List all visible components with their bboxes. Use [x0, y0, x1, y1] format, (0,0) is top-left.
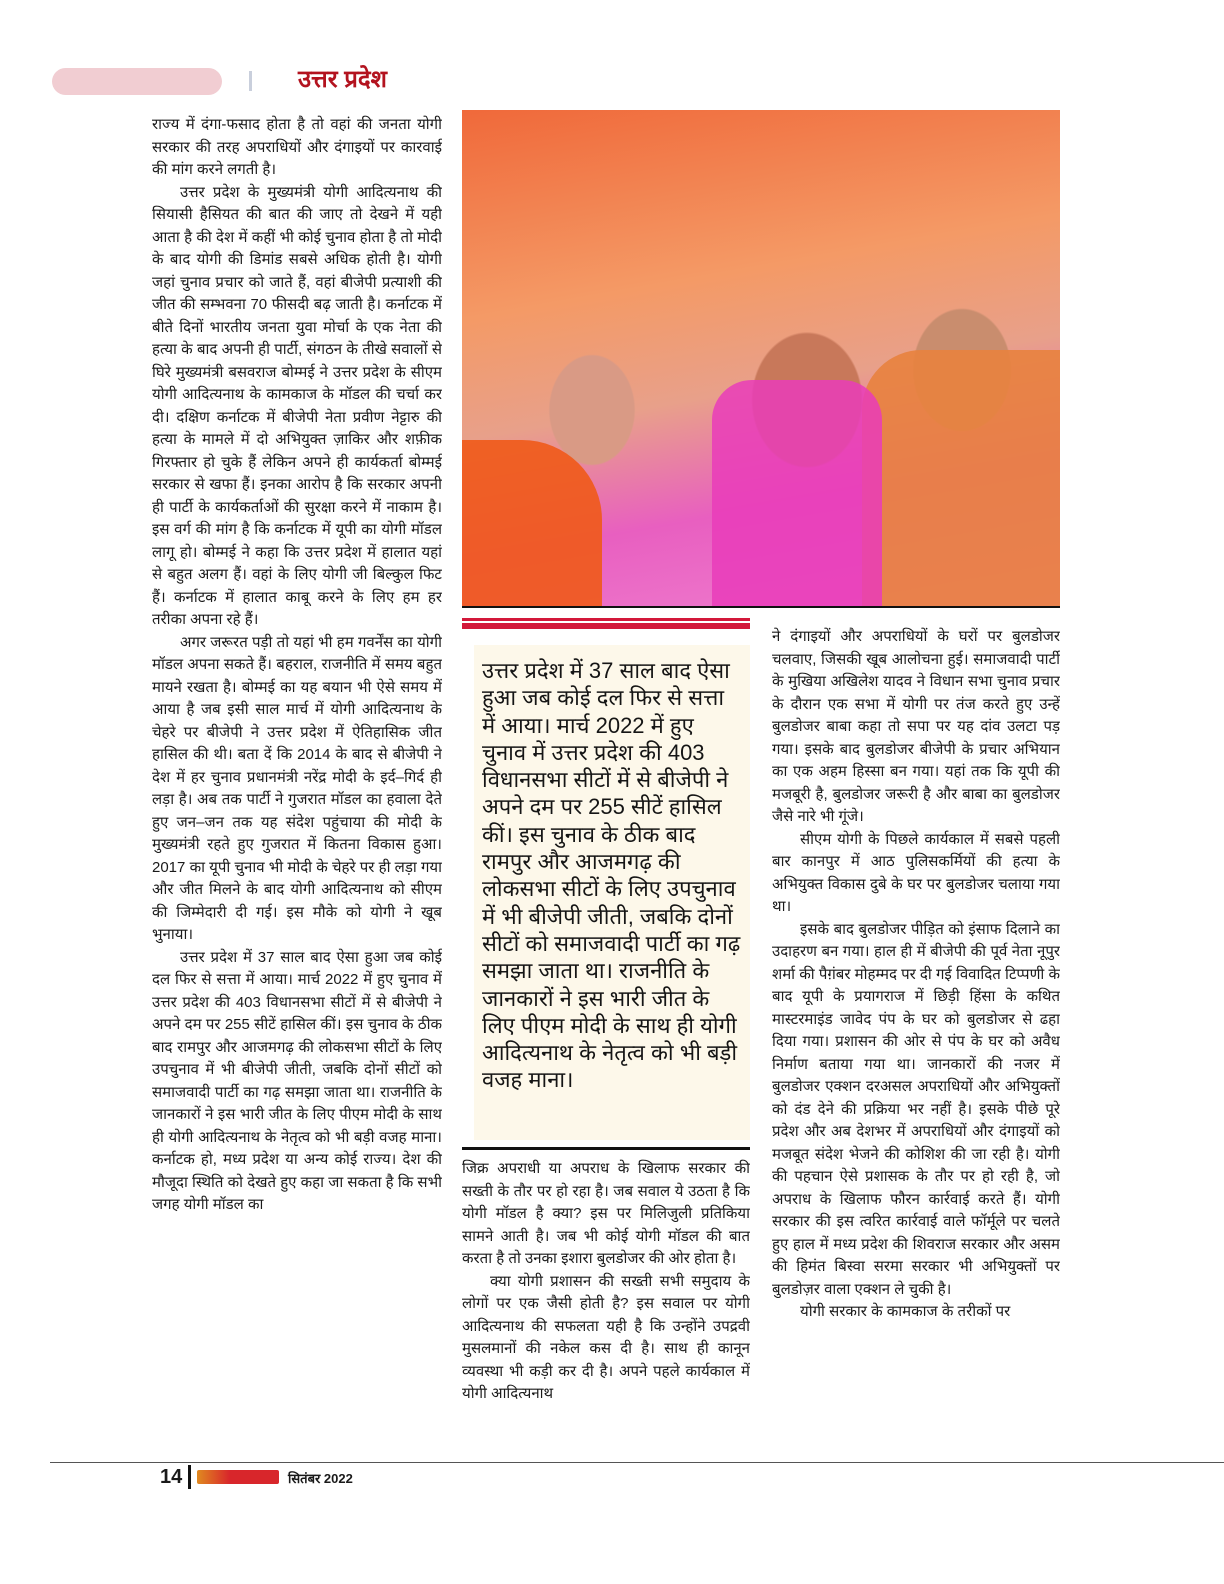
paragraph: ने दंगाइयों और अपराधियों के घरों पर बुलडोजर चलवाए, जिसकी खूब आलोचना हुई। समाजवादी पार्टी के मुखिया अखिलेश यादव ने विधान सभा चुनाव प्रचार के दौरान एक सभा में योगी पर तंज करते हुए उन्हें बुलडोजर बाबा कहा तो सपा पर यह दांव उलटा पड़ गया। इसके बाद बुलडोजर बीजेपी के प्रचार अभियान का एक अहम हिस्सा बन गया। यहां तक कि यूपी की मजबूरी है, बुलडोजर जरूरी है और बाबा का बुलडोजर जैसे नारे भी गूंजे।: [772, 628, 1060, 825]
issue-date: सितंबर 2022: [288, 1471, 353, 1486]
pull-quote: उत्तर प्रदेश में 37 साल बाद ऐसा हुआ जब कोई दल फिर से सत्ता में आया। मार्च 2022 में हुए चुनाव में उत्तर प्रदेश की 403 विधानसभा सीटों में से बीजेपी ने अपने दम पर 255 सीटें हासिल कीं। इस चुनाव के ठीक बाद रामपुर और आजमगढ़ की लोकसभा सीटों के लिए उपचुनाव में भी बीजेपी जीती, जबकि दोनों सीटों को समाजवादी पार्टी का गढ़ समझा जाता था। राजनीति के जानकारों ने इस भारी जीत के लिए पीएम मोदी के साथ ही योगी आदित्यनाथ के नेतृत्व को भी बड़ी वजह माना।: [474, 645, 750, 1140]
red-rule: [462, 623, 750, 629]
paragraph: उत्तर प्रदेश में 37 साल बाद ऐसा हुआ जब कोई दल फिर से सत्ता में आया। मार्च 2022 में हुए चुनाव में उत्तर प्रदेश की 403 विधानसभा सीटों में से बीजेपी ने अपने दम पर 255 सीटें हासिल कीं। इस चुनाव के ठीक बाद रामपुर और आजमगढ़ की लोकसभा सीटों के लिए उपचुनाव में भी बीजेपी जीती, जबकि दोनों सीटों को समाजवादी पार्टी का गढ़ समझा जाता था। राजनीति के जानकारों ने इस भारी जीत के लिए पीएम मोदी के साथ ही योगी आदित्यनाथ के नेतृत्व को भी बड़ी वजह माना। कर्नाटक हो, मध्य प्रदेश या अन्य कोई राज्य। देश की मौजूदा स्थिति को देखते हुए कहा जा सकता है कि सभी जगह योगी मॉडल का: [152, 948, 442, 1213]
paragraph: उत्तर प्रदेश के मुख्यमंत्री योगी आदित्यनाथ की सियासी हैसियत की बात की जाए तो देखने में यही आता है की देश में कहीं भी कोई चुनाव होता है तो मोदी के बाद योगी की डिमांड सबसे अधिक होती है। योगी जहां चुनाव प्रचार को जाते हैं, वहां बीजेपी प्रत्याशी की जीत की सम्भवना 70 फीसदी बढ़ जाती है। कर्नाटक में बीते दिनों भारतीय जनता युवा मोर्चा के एक नेता की हत्या के बाद अपनी ही पार्टी, संगठन के तीखे सवालों से घिरे मुख्यमंत्री बसवराज बोम्मई ने उत्तर प्रदेश के सीएम योगी आदित्यनाथ के कामकाज के मॉडल की चर्चा कर दी। दक्षिण कर्नाटक में बीजेपी नेता प्रवीण नेट्टारु की हत्या के मामले में दो अभियुक्त ज़ाकिर और शफ़ीक गिरफ्तार हो चुके हैं लेकिन अपने ही कार्यकर्ता बोम्मई सरकार से खफा हैं। इनका आरोप है कि सरकार अपनी ही पार्टी के कार्यकर्ताओं की सुरक्षा करने में नाकाम है। इस वर्ग की मांग है कि कर्नाटक में यूपी का योगी मॉडल लागू हो। बोम्मई ने कहा कि उत्तर प्रदेश में हालात यहां से बहुत अलग हैं। वहां के लिए योगी जी बिल्कुल फिट हैं। कर्नाटक में हालात काबू करने के लिए हम हर तरीका अपना रहे हैं।: [152, 183, 442, 628]
paragraph: अगर जरूरत पड़ी तो यहां भी हम गवर्नेंस का योगी मॉडल अपना सकते हैं। बहराल, राजनीति में समय बहुत मायने रखता है। बोम्मई का यह बयान भी ऐसे समय में आया है जब इसी साल मार्च में योगी आदित्यनाथ के चेहरे पर बीजेपी ने उत्तर प्रदेश में ऐतिहासिक जीत हासिल की थी। बता दें कि 2014 के बाद से बीजेपी ने देश में हर चुनाव प्रधानमंत्री नरेंद्र मोदी के इर्द–गिर्द ही लड़ा है। अब तक पार्टी ने गुजरात मॉडल का हवाला देते हुए जन–जन तक यह संदेश पहुंचाया की मोदी के मुख्यमंत्री रहते हुए गुजरात में कितना विकास हुआ। 2017 का यूपी चुनाव भी मोदी के चेहरे पर ही लड़ा गया और जीत मिलने के बाद योगी आदित्यनाथ को सीएम की जिम्मेदारी दी गई। इस मौके को योगी ने खूब भुनाया।: [152, 633, 442, 943]
header-divider: [249, 71, 252, 91]
photo-shape: [462, 440, 602, 608]
footer-divider: [188, 1465, 191, 1489]
paragraph: राज्य में दंगा-फसाद होता है तो वहां की जनता योगी सरकार की तरह अपराधियों और दंगाइयों पर कारवाई की मांग करने लगती है।: [152, 116, 442, 178]
paragraph: योगी सरकार के कामकाज के तरीकों पर: [800, 1303, 1011, 1320]
footer-rule: [50, 1462, 1224, 1463]
article-column-3: [772, 626, 1060, 1444]
black-rule: [462, 1147, 750, 1150]
magazine-logo: [197, 1470, 279, 1484]
article-column-1: [152, 114, 442, 1444]
header-decor-pill: [52, 68, 222, 95]
paragraph: क्या योगी प्रशासन की सख्ती सभी समुदाय के लोगों पर एक जैसी होती है? इस सवाल पर योगी आदित्यनाथ की सफलता यही है कि उन्होंने उपद्रवी मुसलमानों की नकेल कस दी है। साथ ही कानून व्यवस्था भी कड़ी कर दी है। अपने पहले कार्यकाल में योगी आदित्यनाथ: [462, 1272, 750, 1402]
red-rule: [462, 618, 750, 621]
section-title: उत्तर प्रदेश: [298, 66, 387, 93]
article-photo: [462, 110, 1060, 608]
paragraph: जिक्र अपराधी या अपराध के खिलाफ सरकार की सख्ती के तौर पर हो रहा है। जब सवाल ये उठता है कि योगी मॉडल है क्या? इस पर मिलिजुली प्रतिकिया सामने आती है। जब भी कोई योगी मॉडल की बात करता है तो उनका इशारा बुलडोजर की ओर होता है।: [462, 1160, 750, 1267]
paragraph: इसके बाद बुलडोजर पीड़ित को इंसाफ दिलाने का उदाहरण बन गया। हाल ही में बीजेपी की पूर्व नेता नूपुर शर्मा की पैग़ंबर मोहम्मद पर दी गई विवादित टिप्पणी के बाद यूपी के प्रयागराज में छिड़ी हिंसा के कथित मास्टरमाइंड जावेद पंप के घर को बुलडोजर से ढहा दिया गया। प्रशासन की ओर से पंप के घर को अवैध निर्माण बताया गया था। जानकारों की नजर में बुलडोजर एक्शन दरअसल अपराधियों और अभियुक्तों को दंड देने की प्रक्रिया भर नहीं है। इसके पीछे पूरे प्रदेश और अब देशभर में अपराधियों और दंगाइयों को मजबूत संदेश भेजने की कोशिश की जा रही है। योगी की पहचान ऐसे प्रशासक के तौर पर हो रही है, जो अपराध के खिलाफ फौरन कार्रवाई करते हैं। योगी सरकार की इस त्वरित कार्रवाई वाले फॉर्मूले पर चलते हुए हाल में मध्य प्रदेश की शिवराज सरकार और असम की हिमंत बिस्वा सरमा सरकार भी अभियुक्तों पर बुलडोज़र वाला एक्शन ले चुकी है।: [772, 920, 1060, 1298]
article-column-2: [462, 1158, 750, 1444]
photo-shape: [712, 380, 882, 608]
paragraph: सीएम योगी के पिछले कार्यकाल में सबसे पहली बार कानपुर में आठ पुलिसकर्मियों की हत्या के अभियुक्त विकास दुबे के घर पर बुलडोजर चलाया गया था।: [772, 830, 1060, 915]
photo-shape: [862, 350, 1060, 608]
page-number: 14: [160, 1466, 183, 1488]
